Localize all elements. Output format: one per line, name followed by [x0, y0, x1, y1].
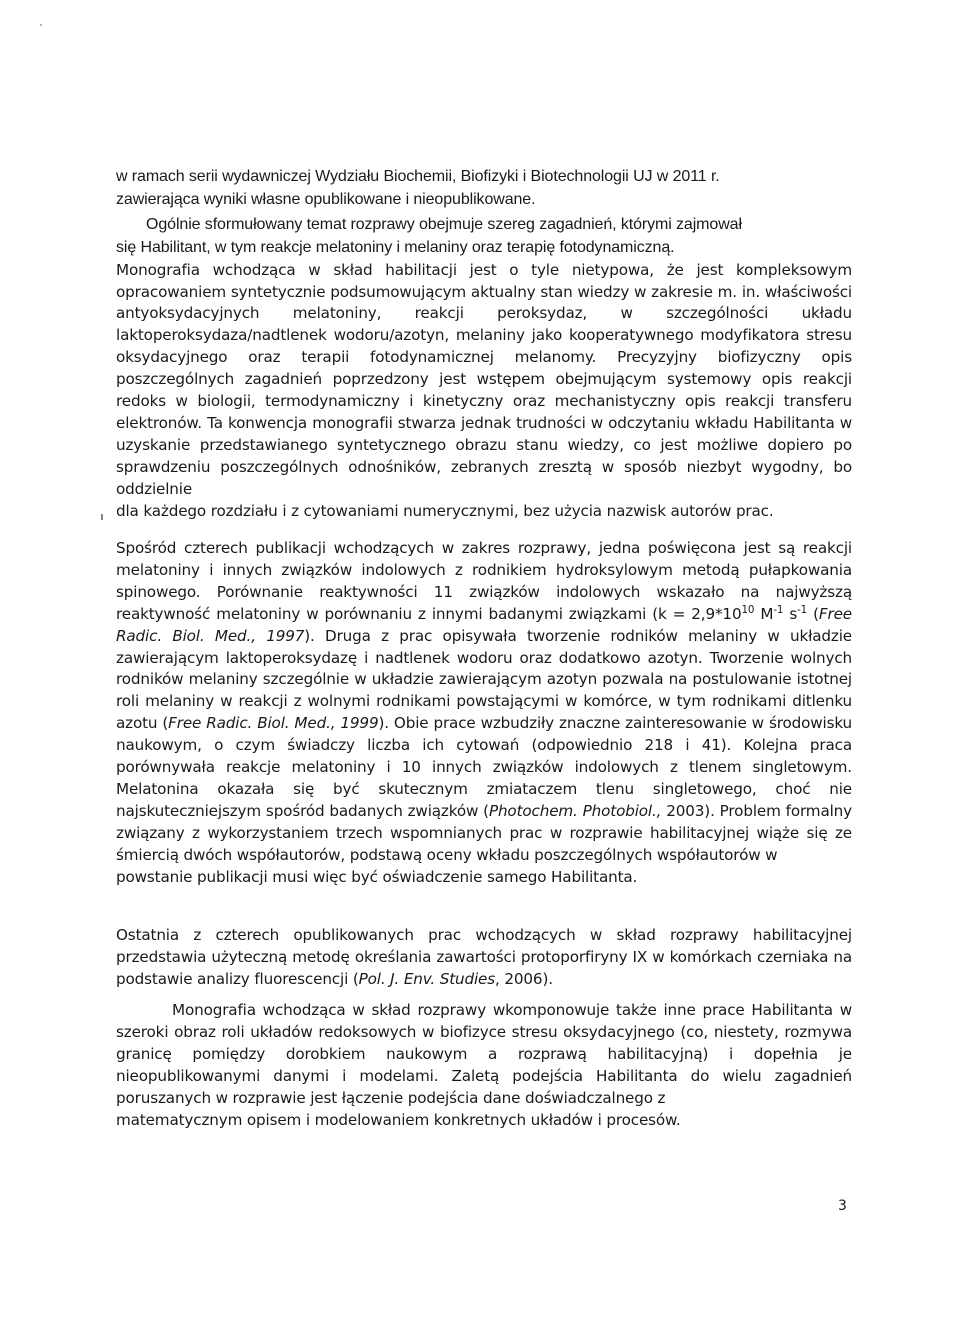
paragraph-3-text-5: ). Druga z prac opisywała tworzenie rodników melaniny w układzie zawierającym laktoperoksydazę i nadtlenek wodoru oraz dodatkowo azotyn. Tworzenie wolnych rodników melaniny szczególnie w układzie zawierającym azotyn pozwala na postulowanie istotnej roli melaniny w reakcji z wolnymi rodnikami powstającymi w komórce, w tym rodnikami ditlenku azotu (: [116, 626, 852, 733]
paragraph-4-text-2: , 2006).: [495, 969, 553, 988]
paragraph-1-line-2: zawierająca wyniki własne opublikowane i nieopublikowane.: [116, 190, 536, 208]
exponent-minus-one-s: -1: [797, 603, 808, 616]
paragraph-3-body: [116, 538, 852, 867]
paragraph-1-line-1: w ramach serii wydawniczej Wydziału Biochemii, Biofizyki i Biotechnologii UJ w 2011 r.: [116, 168, 720, 185]
paragraph-3: [116, 538, 852, 889]
paragraph-2-body: Monografia wchodząca w skład habilitacji jest o tyle nietypowa, że jest kompleksowym opracowaniem syntetycznie podsumowującym aktualny stan wiedzy w zakresie m. in. właściwości antyoksydacyjnych melatoniny, reakcji peroksydaz, w szczególności układu laktoperoksydaza/nadtlenek wodoru/azotyn, melaniny jako kooperatywnego modyfikatora stresu oksydacyjnego oraz terapii fotodynamicznej melanomy. Precyzyjny biofizyczny opis poszczególnych zagadnień poprzedzony jest wstępem obejmującym systemowy opis reakcji redoks w biologii, termodynamiczny i kinetyczny oraz mechanistyczny opis reakcji transferu elektronów. Ta konwencja monografii stwarza jednak trudności w odczytaniu wkładu Habilitanta w uzyskanie przedstawianego syntetycznego obrazu stanu wiedzy, co jest możliwe dopiero po sprawdzeniu poszczególnych odnośników, zebranych zresztą w sposób niezbyt wygodny, bo oddzielnie: [116, 260, 852, 498]
exponent-10: 10: [741, 603, 755, 616]
paragraph-2-last-line: dla każdego rozdziału i z cytowaniami numerycznymi, bez użycia nazwisk autorów prac.: [116, 501, 774, 520]
exponent-minus-one-m: -1: [773, 603, 784, 616]
paragraph-1: [116, 166, 852, 212]
citation-free-radic-1997: Free Radic. Biol. Med., 1997: [116, 604, 852, 645]
paragraph-2-line-2: się Habilitant, w tym reakcje melatoniny i melaniny oraz terapię fotodynamiczną.: [116, 238, 675, 256]
margin-mark: [101, 514, 103, 520]
scan-speck: [40, 24, 42, 26]
paragraph-3-text-2: M: [754, 604, 774, 623]
paragraph-2: [116, 214, 852, 522]
citation-free-radic-1999: Free Radic. Biol. Med., 1999: [168, 714, 379, 733]
paragraph-3-text-3: s: [783, 604, 798, 623]
citation-pol-j-env-studies: Pol. J. Env. Studies: [358, 969, 496, 988]
paragraph-5-body: Monografia wchodząca w skład rozprawy wkomponowuje także inne prace Habilitanta w szeroki obraz roli układów redoksowych w biofizyce stresu oksydacyjnego (co, niestety, rozmywa granicę pomiędzy dorobkiem naukowym a rozprawą habilitacyjną) i dopełnia je nieopublikowanymi danymi i modelami. Zaletą podejścia Habilitanta do wielu zagadnień poruszanych w rozprawie jest łączenie podejścia dane doświadczalnego z: [116, 1001, 852, 1107]
citation-photochem-2003: Photochem. Photobiol.,: [488, 801, 662, 820]
paragraph-3-text-1: Spośród czterech publikacji wchodzących w zakres rozprawy, jedna poświęcona jest są reakcji melatoniny i innych związków indolowych z rodnikiem hydroksylowym metodą pułapkowania spinowego. Porównanie reaktywności 11 związków indolowych wskazało na najwyższą reaktywność melatoniny w porównaniu z innymi badanymi związkami (k = 2,9*10: [116, 539, 852, 623]
paragraph-3-last-line: powstanie publikacji musi więc być oświadczenie samego Habilitanta.: [116, 867, 638, 886]
paragraph-2-line-1: Ogólnie sformułowany temat rozprawy obejmuje szereg zagadnień, którymi zajmował: [146, 216, 742, 233]
paragraph-3-text-7: 2003). Problem formalny związany z wykorzystaniem trzech wspomnianych prac w rozprawie habilitacyjnej wiąże się ze śmiercią dwóch współautorów, podstawą oceny wkładu poszczególnych współautorów w: [116, 801, 852, 864]
paragraph-3-text-6: ). Obie prace wzbudziły znaczne zainteresowanie w środowisku naukowym, o czym świadczy liczba ich cytowań (odpowiednio 218 i 41). Kolejna praca porównywała reakcje melatoniny i 10 innych związków indolowych z tlenem singletowym. Melatonina okazała się być skutecznym zmiataczem tlenu singletowego, choć nie najskuteczniejszym spośród badanych związków (: [116, 714, 852, 820]
paragraph-5-last-line: matematycznym opisem i modelowaniem konkretnych układów i procesów.: [116, 1110, 681, 1129]
paragraph-4: [116, 925, 852, 991]
paragraph-3-text-4: (: [807, 604, 819, 623]
paragraph-5: [116, 1000, 852, 1131]
page-number: 3: [838, 1198, 847, 1214]
paragraph-4-text-1: Ostatnia z czterech opublikowanych prac wchodzących w skład rozprawy habilitacyjnej przedstawia użyteczną metodę określania zawartości protoporfiryny IX w komórkach czerniaka na podstawie analizy fluorescencji (: [116, 926, 852, 988]
